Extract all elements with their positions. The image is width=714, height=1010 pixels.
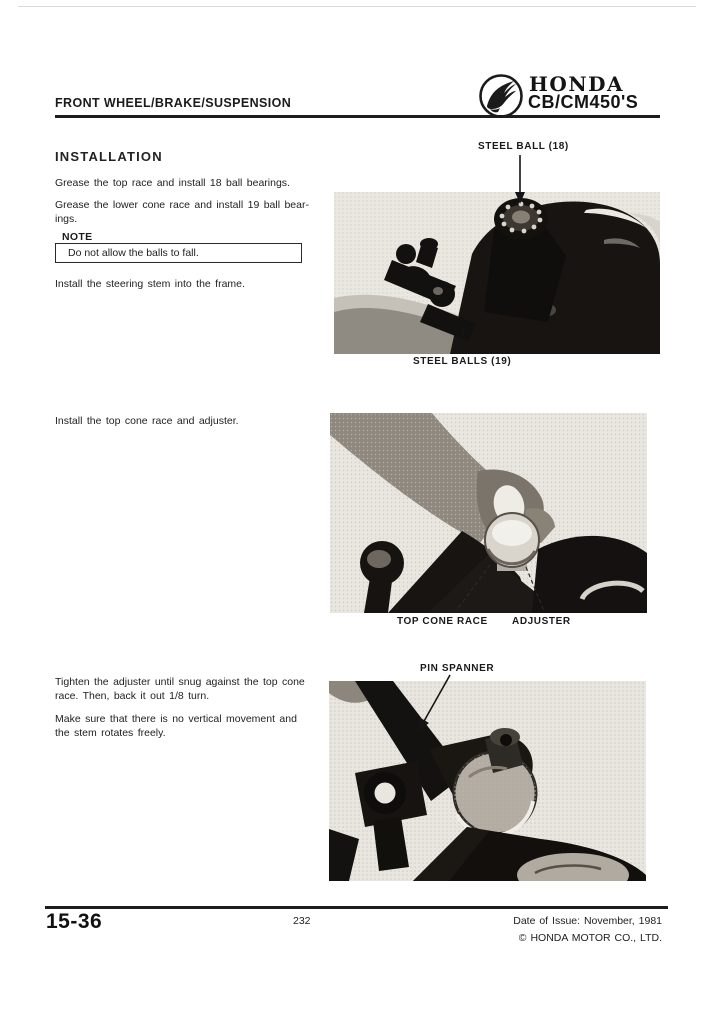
paragraph-line: Grease the lower cone race and install 19 ball bear-	[55, 199, 309, 211]
paragraph-grease-lower-race	[55, 198, 329, 226]
figure1-label-steel-balls-19: STEEL BALLS (19)	[413, 356, 512, 367]
paragraph-line: race. Then, back it out 1/8 turn.	[55, 690, 210, 702]
figure1-label-steel-ball-18: STEEL BALL (18)	[478, 141, 569, 152]
brand-wordmark: HONDA	[529, 72, 624, 96]
paragraph-line: ings.	[55, 213, 78, 225]
paragraph-grease-top-race: Grease the top race and install 18 ball bearings.	[55, 177, 290, 189]
paragraph-install-cone-race: Install the top cone race and adjuster.	[55, 415, 239, 427]
paragraph-tighten-adjuster	[55, 675, 329, 703]
note-text: Do not allow the balls to fall.	[68, 247, 199, 259]
fuel-tank-silhouette	[532, 536, 647, 613]
footer-right-block	[432, 913, 662, 947]
section-title: FRONT WHEEL/BRAKE/SUSPENSION	[55, 96, 292, 110]
paragraph-line: Make sure that there is no vertical movement and	[55, 713, 297, 725]
paragraph-line: Tighten the adjuster until snug against the top cone	[55, 676, 305, 688]
arrow-steel-ball-icon	[511, 154, 529, 206]
page-code: 15-36	[46, 910, 103, 933]
figure3-label-pin-spanner: PIN SPANNER	[420, 663, 495, 674]
figure2-label-top-cone-race: TOP CONE RACE	[397, 616, 488, 627]
paragraph-line: the stem rotates freely.	[55, 727, 166, 739]
photo-steering-head	[334, 192, 660, 354]
installation-heading: INSTALLATION	[55, 149, 163, 164]
paragraph-check-movement	[55, 712, 329, 740]
honda-wing-icon	[478, 73, 524, 119]
arrow-pin-spanner-icon	[408, 671, 458, 735]
copyright-line: © HONDA MOTOR CO., LTD.	[518, 932, 662, 944]
figure2-label-adjuster: ADJUSTER	[512, 616, 571, 627]
honda-logo-block	[478, 72, 662, 118]
model-wordmark: CB/CM450'S	[528, 92, 639, 112]
page-number: 232	[293, 915, 311, 927]
note-label: NOTE	[62, 231, 93, 243]
photo-pin-spanner	[329, 681, 646, 881]
footer-rule	[45, 906, 668, 909]
date-of-issue: Date of Issue: November, 1981	[513, 915, 662, 927]
note-box	[55, 243, 302, 263]
photo-top-cone-race	[330, 413, 647, 613]
scan-artifact-line	[18, 6, 696, 7]
paragraph-install-stem: Install the steering stem into the frame.	[55, 278, 245, 290]
